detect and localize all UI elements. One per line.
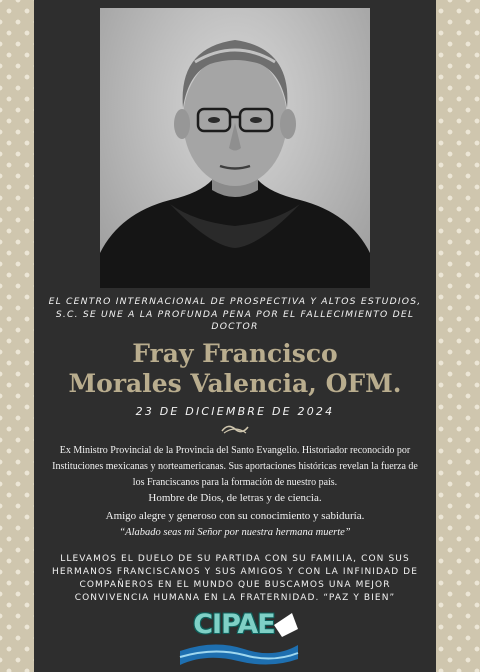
deceased-name-line1: Fray Francisco: [132, 339, 338, 368]
portrait-photo: [100, 8, 370, 288]
cipae-logo: [174, 609, 304, 669]
friend-line: Amigo alegre y generoso con su conocimiento y sabiduría.: [105, 510, 365, 522]
flourish-ornament-icon: [220, 421, 250, 437]
cipae-logo-text: CIPAE: [193, 609, 275, 640]
deceased-name-line2: Morales Valencia, OFM.: [68, 369, 402, 398]
quote-line: “Alabado seas mi Señor por nuestra hermana muerte”: [119, 527, 351, 538]
biography-text: Ex Ministro Provincial de la Provincia del Santo Evangelio. Historiador reconocido por Instituciones mexicanas y norteamericanas. Sus aportaciones históricas revelan la fuerza de los Franciscanos para la formación de nuestro país.: [52, 445, 418, 488]
obituary-panel: [34, 0, 436, 672]
faith-line: Hombre de Dios, de letras y de ciencia.: [148, 492, 322, 504]
portrait-illustration: [100, 8, 370, 288]
date-of-death: 23 DE DICIEMBRE DE 2024: [135, 405, 335, 418]
closing-text: LLEVAMOS EL DUELO DE SU PARTIDA CON SU FAMILIA, CON SUS HERMANOS FRANCISCANOS Y SUS AMIGOS Y CON LA INFINIDAD DE COMPAÑEROS EN EL MUNDO QUE BUSCAMOS UNA MEJOR CONVIVENCIA HUMANA EN LA FRATERNIDAD. “PAZ Y BIEN”: [52, 554, 418, 603]
announcement-text: EL CENTRO INTERNACIONAL DE PROSPECTIVA Y ALTOS ESTUDIOS, S.C. SE UNE A LA PROFUNDA PENA POR EL FALLECIMIENTO DEL DOCTOR: [48, 296, 422, 332]
